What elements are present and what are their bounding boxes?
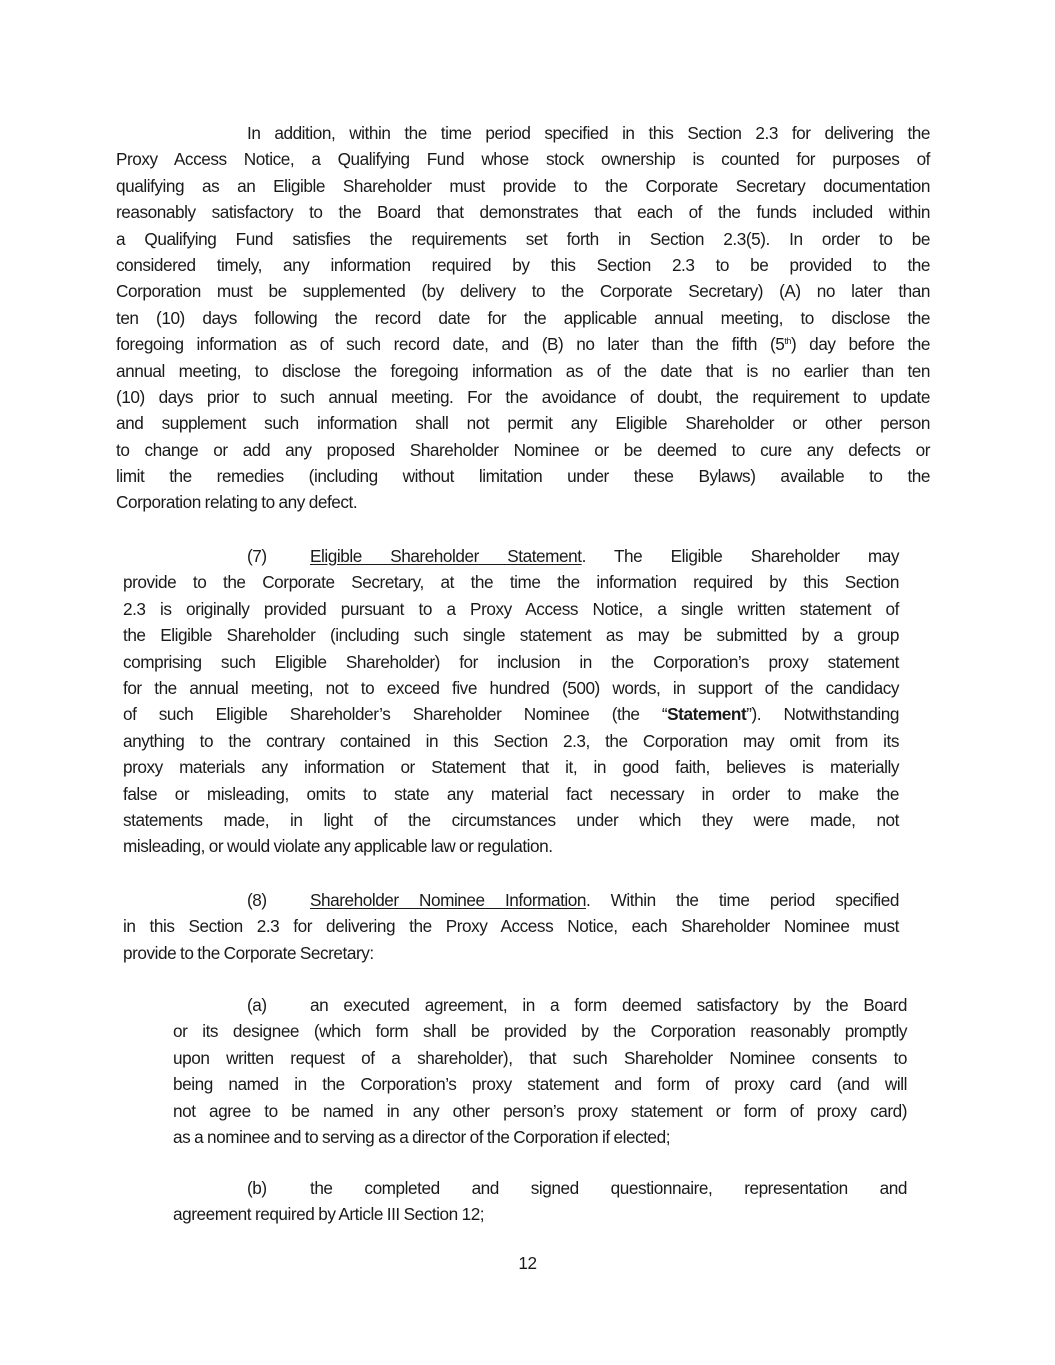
section-number: (7): [247, 546, 267, 566]
text-line: considered timely, any information required by this Section 2.3 to be provided to the: [116, 254, 930, 275]
text-line: being named in the Corporation’s proxy statement and form of proxy card (and will: [173, 1074, 907, 1095]
text-line: [123, 701, 899, 727]
text-segment: ) day before the: [790, 334, 930, 355]
text-line: statements made, in light of the circumstances under which they were made, not: [123, 809, 899, 830]
text-line: anything to the contrary contained in this Section 2.3, the Corporation may omit from its: [123, 730, 899, 751]
text-line: Proxy Access Notice, a Qualifying Fund whose stock ownership is counted for purposes of: [116, 149, 930, 170]
text-line: misleading, or would violate any applicable law or regulation.: [123, 836, 553, 857]
text-line: upon written request of a shareholder), that such Shareholder Nominee consents to: [173, 1047, 907, 1068]
text-line: a Qualifying Fund satisfies the requirements set forth in Section 2.3(5). In order to be: [116, 228, 930, 249]
section-8-shareholder-nominee-information: [123, 887, 899, 966]
text-line: annual meeting, to disclose the foregoing information as of the date that is no earlier than ten: [116, 360, 930, 381]
section-heading: Shareholder Nominee Information: [310, 890, 586, 910]
text-line: [123, 543, 899, 569]
text-line: Corporation relating to any defect.: [116, 492, 358, 513]
text-line: in this Section 2.3 for delivering the Proxy Access Notice, each Shareholder Nominee must: [123, 916, 899, 937]
text-line: proxy materials any information or Statement that it, in good faith, believes is materially: [123, 757, 899, 778]
text-segment: . Within the time period specified: [585, 890, 899, 910]
item-label: (b): [247, 1178, 267, 1198]
text-line: [173, 1175, 907, 1201]
defined-term: Statement: [667, 704, 747, 725]
text-line: limit the remedies (including without limitation under these Bylaws) available to the: [116, 466, 930, 487]
section-heading: Eligible Shareholder Statement: [310, 546, 582, 566]
section-number: (8): [247, 890, 267, 910]
text-line: provide to the Corporate Secretary, at the time the information required by this Section: [123, 572, 899, 593]
text-line: and supplement such information shall not permit any Eligible Shareholder or other person: [116, 413, 930, 434]
text-line: reasonably satisfactory to the Board that demonstrates that each of the funds included within: [116, 202, 930, 223]
text-line: 2.3 is originally provided pursuant to a Proxy Access Notice, a single written statement of: [123, 598, 899, 619]
text-line: ten (10) days following the record date for the applicable annual meeting, to disclose the: [116, 307, 930, 328]
text-line: In addition, within the time period specified in this Section 2.3 for delivering the: [247, 123, 930, 143]
section-7-eligible-shareholder-statement: [123, 543, 899, 860]
text-segment: the completed and signed questionnaire, representation and: [310, 1178, 907, 1198]
item-label: (a): [247, 995, 267, 1015]
text-line: (10) days prior to such annual meeting. For the avoidance of doubt, the requirement to update: [116, 386, 930, 407]
page-number: 12: [518, 1253, 537, 1273]
text-segment: of such Eligible Shareholder’s Shareholder Nominee (the “: [123, 704, 668, 725]
text-line: for the annual meeting, not to exceed five hundred (500) words, in support of the candidacy: [123, 677, 899, 698]
text-segment: . The Eligible Shareholder may: [581, 546, 899, 566]
text-line: as a nominee and to serving as a director of the Corporation if elected;: [173, 1126, 671, 1147]
text-line: Corporation must be supplemented (by delivery to the Corporate Secretary) (A) no later than: [116, 281, 930, 302]
text-segment: ”). Notwithstanding: [746, 704, 899, 725]
text-line: provide to the Corporate Secretary:: [123, 942, 374, 963]
text-line: [173, 992, 907, 1018]
item-b-questionnaire: [173, 1175, 907, 1228]
text-line: to change or add any proposed Shareholder Nominee or be deemed to cure any defects or: [116, 439, 930, 460]
text-line: [123, 887, 899, 913]
text-line: false or misleading, omits to state any material fact necessary in order to make the: [123, 783, 899, 804]
item-a-executed-agreement: [173, 992, 907, 1150]
paragraph-qualifying-fund: [116, 120, 930, 516]
text-line: the Eligible Shareholder (including such single statement as may be submitted by a group: [123, 625, 899, 646]
text-line: qualifying as an Eligible Shareholder must provide to the Corporate Secretary documentation: [116, 175, 930, 196]
text-segment: an executed agreement, in a form deemed satisfactory by the Board: [310, 995, 907, 1015]
text-line: [116, 331, 930, 357]
text-line: comprising such Eligible Shareholder) for inclusion in the Corporation’s proxy statement: [123, 651, 899, 672]
text-line: or its designee (which form shall be provided by the Corporation reasonably promptly: [173, 1021, 907, 1042]
superscript: th: [784, 336, 791, 347]
text-segment: foregoing information as of such record date, and (B) no later than the fifth (5: [116, 334, 785, 355]
text-line: not agree to be named in any other person’s proxy statement or form of proxy card): [173, 1100, 907, 1121]
text-line: agreement required by Article III Section 12;: [173, 1204, 485, 1225]
